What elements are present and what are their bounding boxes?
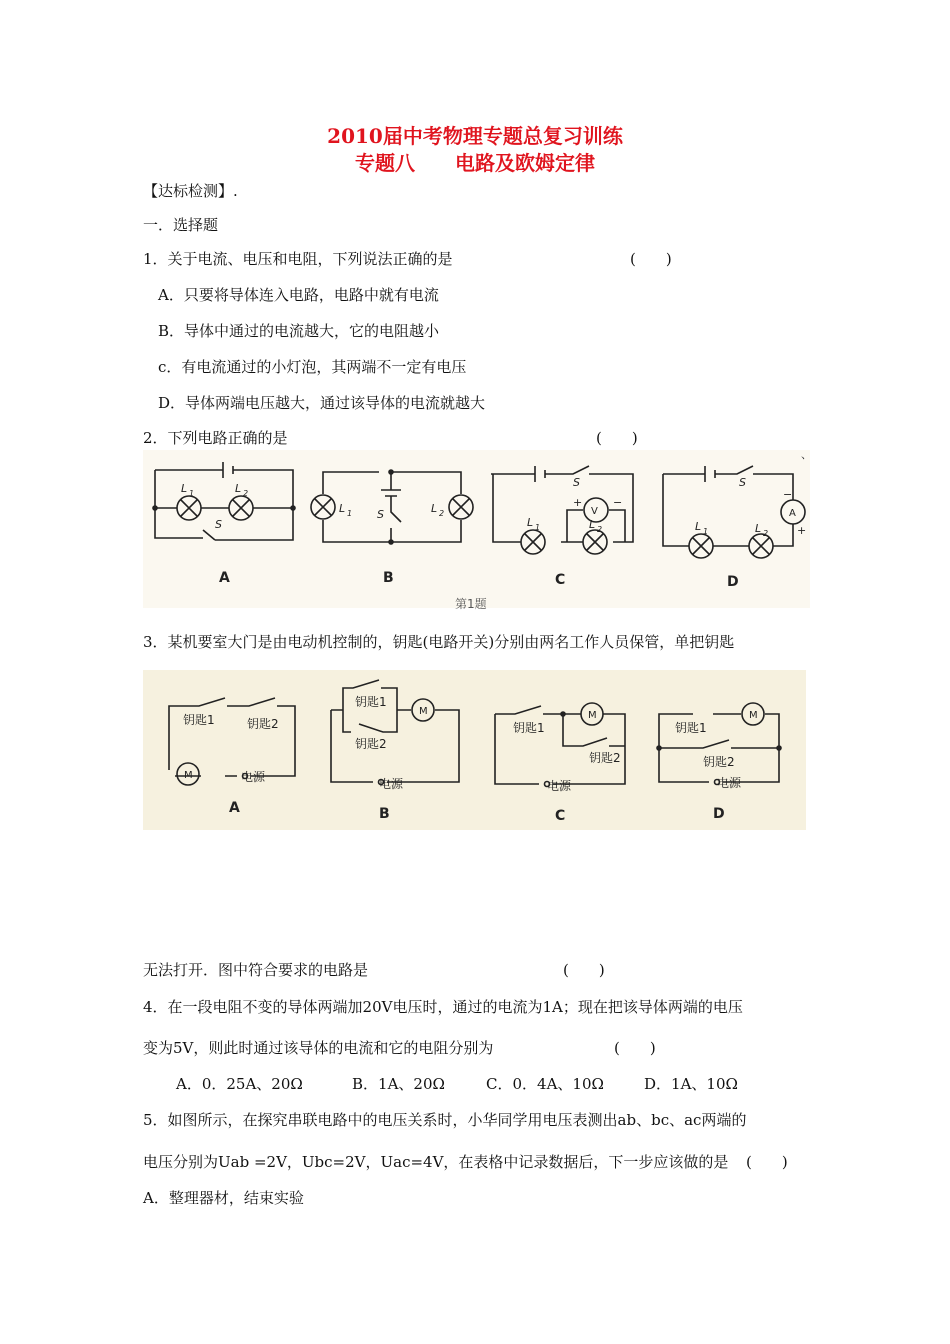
label-power: 电源 (379, 777, 404, 791)
label-motor: M (184, 770, 193, 781)
q2-answer-paren: ( ) (596, 429, 638, 447)
q5-answer-paren: ( ) (746, 1153, 788, 1171)
q4-stem-line-2: 变为5V，则此时通过该导体的电流和它的电阻分别为 (143, 1039, 494, 1057)
q5-option-a: A．整理器材，结束实验 (143, 1189, 304, 1207)
label-key-1: 钥匙1 (355, 695, 387, 709)
label-l1-sub: 1 (703, 527, 709, 536)
label-s: S (377, 508, 384, 521)
circuit-b (311, 470, 473, 544)
label-l2: L (589, 518, 596, 531)
label-key-2: 钥匙2 (589, 751, 621, 765)
label-key-2: 钥匙2 (355, 737, 387, 751)
q4-option-d: D．1A、10Ω (644, 1075, 738, 1093)
circuit-d (663, 466, 805, 558)
label-v: V (591, 506, 598, 517)
label-l1: L (527, 516, 534, 529)
q2-circuit-figure (143, 448, 812, 611)
label-key-1: 钥匙1 (675, 721, 707, 735)
label-l1: L (181, 482, 188, 495)
label-s: S (573, 476, 580, 489)
q1-option-d: D．导体两端电压越大，通过该导体的电流就越大 (158, 394, 486, 412)
figure-label-a: A (219, 570, 230, 586)
figure-label-a: A (229, 800, 240, 816)
title-line-2: 专题八 电路及欧姆定律 (355, 151, 595, 175)
figure-label-d: D (713, 806, 725, 822)
q4-option-a: A．0．25A、20Ω (176, 1075, 303, 1093)
label-l2: L (235, 482, 242, 495)
label-key-2: 钥匙2 (703, 755, 735, 769)
q3-answer-paren: ( ) (563, 961, 605, 979)
q4-stem-line-1: 4．在一段电阻不变的导体两端加20V电压时，通过的电流为1A；现在把该导体两端的电压 (143, 998, 743, 1016)
q3-circuit-figure (143, 670, 806, 830)
label-l1: L (339, 502, 346, 515)
label-minus: − (783, 488, 793, 501)
label-l2: L (431, 502, 438, 515)
label-l1-sub: 1 (347, 509, 353, 518)
label-s: S (215, 518, 222, 531)
label-l2-sub: 2 (597, 525, 603, 534)
section-tag: 【达标检测】. (143, 182, 238, 200)
label-l2-sub: 2 (243, 489, 249, 498)
figure-label-d: D (727, 574, 739, 590)
label-plus: + (797, 524, 807, 537)
q4-option-c: C．0．4A、10Ω (486, 1075, 604, 1093)
figure-label-b: B (383, 570, 394, 586)
label-s: S (739, 476, 746, 489)
label-plus: + (573, 496, 583, 509)
circuit-c (491, 466, 633, 554)
label-minus: − (613, 496, 623, 509)
q1-stem: 1．关于电流、电压和电阻，下列说法正确的是 (143, 250, 453, 268)
figure-label-b: B (379, 806, 390, 822)
circuit-c (495, 703, 625, 784)
q5-stem-line-2: 电压分别为Uab =2V，Ubc=2V，Uac=4V，在表格中记录数据后，下一步应该做的是 (143, 1153, 729, 1171)
figure-label-c: C (555, 808, 566, 824)
circuit-d (657, 703, 781, 782)
label-power: 电源 (547, 779, 572, 793)
q1-answer-paren: ( ) (630, 250, 672, 268)
q1-option-b: B．导体中通过的电流越大，它的电阻越小 (158, 322, 440, 340)
label-a-meter: A (789, 508, 796, 519)
label-power: 电源 (241, 770, 266, 784)
figure-partial-caption: 第1题 (455, 597, 487, 611)
label-l1: L (695, 520, 702, 533)
q3-stem: 3．某机要室大门是由电动机控制的，钥匙(电路开关)分别由两名工作人员保管，单把钥匙 (143, 633, 735, 651)
label-l1-sub: 1 (535, 523, 541, 532)
circuit-a (153, 462, 295, 540)
section-part-1: 一．选择题 (143, 216, 219, 234)
label-l2-sub: 2 (439, 509, 445, 518)
label-power: 电源 (717, 776, 742, 790)
q5-stem-line-1: 5．如图所示，在探究串联电路中的电压关系时，小华同学用电压表测出ab、bc、ac两端的 (143, 1111, 747, 1129)
label-motor: M (749, 710, 758, 721)
label-key-1: 钥匙1 (183, 713, 215, 727)
title-line-1: 2010届中考物理专题总复习训练 (327, 124, 623, 148)
q2-stem: 2．下列电路正确的是 (143, 429, 288, 447)
q1-option-c: c．有电流通过的小灯泡，其两端不一定有电压 (158, 358, 467, 376)
label-motor: M (588, 710, 597, 721)
label-key-1: 钥匙1 (513, 721, 545, 735)
label-motor: M (419, 706, 428, 717)
label-l2-sub: 2 (763, 529, 769, 538)
q4-option-b: B．1A、20Ω (352, 1075, 445, 1093)
label-l1-sub: 1 (189, 489, 195, 498)
label-key-2: 钥匙2 (247, 717, 279, 731)
q4-answer-paren: ( ) (614, 1039, 656, 1057)
label-l2: L (755, 522, 762, 535)
q3-stem-continued: 无法打开．图中符合要求的电路是 (143, 961, 369, 979)
q1-option-a: A．只要将导体连入电路，电路中就有电流 (158, 286, 439, 304)
circuit-b (331, 680, 459, 782)
figure-mark: 、 (801, 448, 812, 461)
figure-label-c: C (555, 572, 566, 588)
